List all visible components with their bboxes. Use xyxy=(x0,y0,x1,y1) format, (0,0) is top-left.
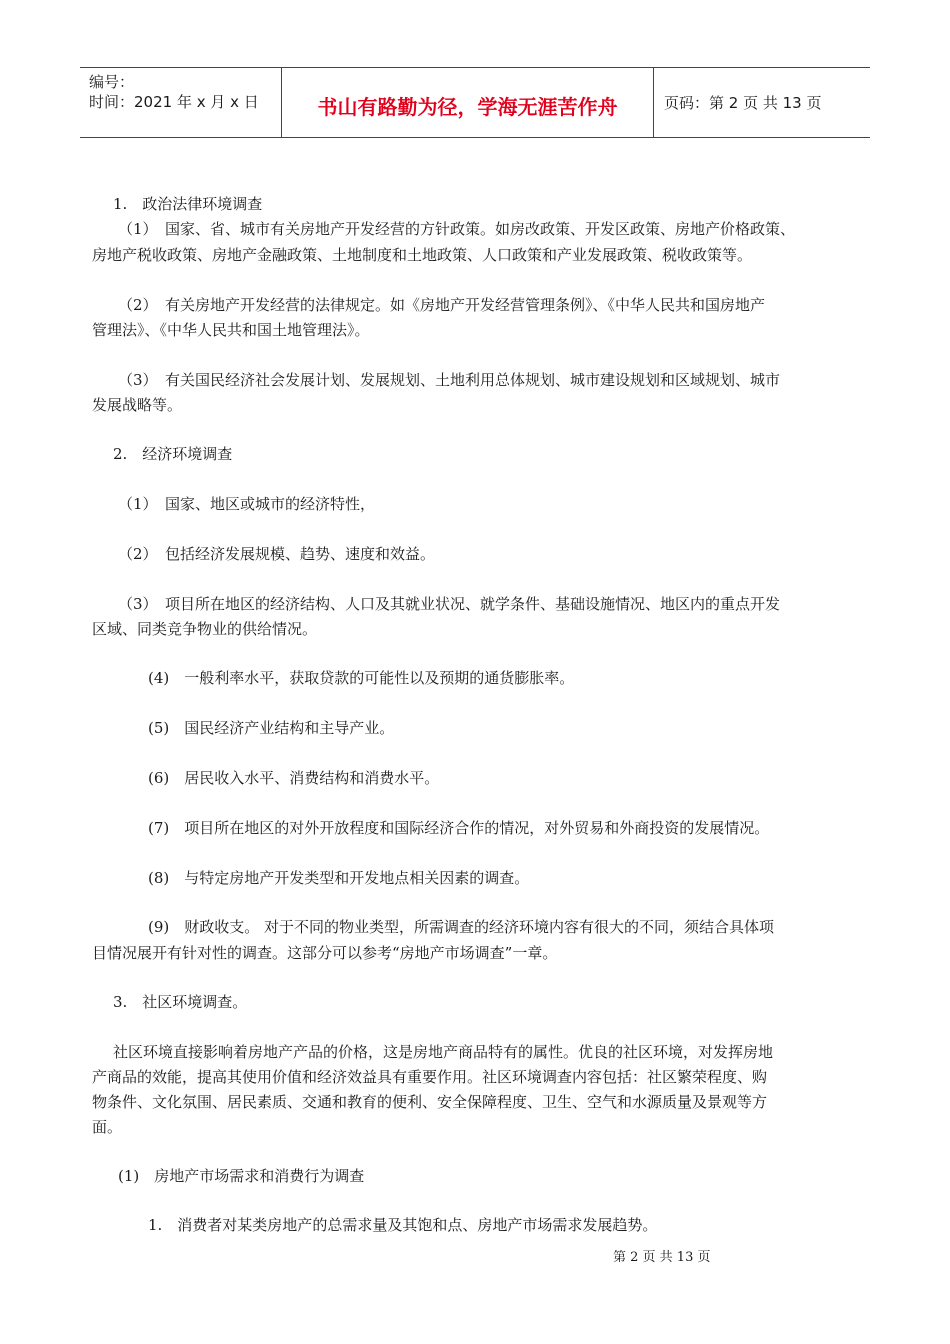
paragraph-line: 物条件、文化氛围、居民素质、交通和教育的便利、安全保障程度、卫生、空气和水源质量及景观等方 xyxy=(92,1093,768,1111)
paragraph-line: 面。 xyxy=(92,1118,123,1136)
paragraph-line: 区域、同类竞争物业的供给情况。 xyxy=(92,620,318,638)
header-motto xyxy=(282,68,654,137)
page-footer: 第 2 页 共 13 页 xyxy=(613,1250,711,1265)
paragraph-line: 1. 消费者对某类房地产的总需求量及其饱和点、房地产市场需求发展趋势。 xyxy=(148,1216,658,1234)
header-number-label: 编号： xyxy=(89,73,135,91)
section-heading-2: 2. 经济环境调查 xyxy=(113,445,233,463)
paragraph-line: (6) 居民收入水平、消费结构和消费水平。 xyxy=(148,769,440,787)
paragraph-line: 发展战略等。 xyxy=(92,396,183,414)
section-heading-1: 1. 政治法律环境调查 xyxy=(113,195,263,213)
paragraph-line: （1） 国家、省、城市有关房地产开发经营的方针政策。如房改政策、开发区政策、房地产价格政策、 xyxy=(118,220,796,238)
paragraph-line: （1） 国家、地区或城市的经济特性， xyxy=(118,495,376,513)
paragraph-line: （3） 有关国民经济社会发展计划、发展规划、土地利用总体规划、城市建设规划和区域规划、城市 xyxy=(118,371,781,389)
header-meta xyxy=(80,68,282,137)
paragraph-line: (8) 与特定房地产开发类型和开发地点相关因素的调查。 xyxy=(148,869,530,887)
paragraph-line: （2） 包括经济发展规模、趋势、速度和效益。 xyxy=(118,545,436,563)
paragraph-line: 目情况展开有针对性的调查。这部分可以参考“房地产市场调查”一章。 xyxy=(92,944,558,962)
page-info-text: 页码：第 2 页 共 13 页 xyxy=(664,94,822,112)
paragraph-line: (1) 房地产市场需求和消费行为调查 xyxy=(118,1167,365,1185)
paragraph-line: (5) 国民经济产业结构和主导产业。 xyxy=(148,719,395,737)
paragraph-line: (4) 一般利率水平，获取贷款的可能性以及预期的通货膨胀率。 xyxy=(148,669,575,687)
paragraph-line: (7) 项目所在地区的对外开放程度和国际经济合作的情况，对外贸易和外商投资的发展情况。 xyxy=(148,819,770,837)
paragraph-line: (9) 财政收支。 对于不同的物业类型，所需调查的经济环境内容有很大的不同，须结合具体项 xyxy=(148,918,775,936)
section-heading-3: 3. 社区环境调查。 xyxy=(113,993,248,1011)
paragraph-line: 房地产税收政策、房地产金融政策、土地制度和土地政策、人口政策和产业发展政策、税收政策等。 xyxy=(92,246,753,264)
paragraph-line: 管理法》、《中华人民共和国土地管理法》。 xyxy=(92,321,370,339)
paragraph-line: 社区环境直接影响着房地产产品的价格，这是房地产商品特有的属性。优良的社区环境，对发挥房地 xyxy=(113,1043,774,1061)
paragraph-line: （3） 项目所在地区的经济结构、人口及其就业状况、就学条件、基础设施情况、地区内的重点开发 xyxy=(118,595,781,613)
header-date: 时间：2021 年 x 月 x 日 xyxy=(89,93,259,111)
paragraph-line: 产商品的效能，提高其使用价值和经济效益具有重要作用。社区环境调查内容包括：社区繁荣程度、购 xyxy=(92,1068,768,1086)
page-header xyxy=(80,67,870,138)
paragraph-line: （2） 有关房地产开发经营的法律规定。如《房地产开发经营管理条例》、《中华人民共和国房地产 xyxy=(118,296,766,314)
motto-text: 书山有路勤为径，学海无涯苦作舟 xyxy=(317,95,618,119)
header-page-info xyxy=(654,68,870,137)
